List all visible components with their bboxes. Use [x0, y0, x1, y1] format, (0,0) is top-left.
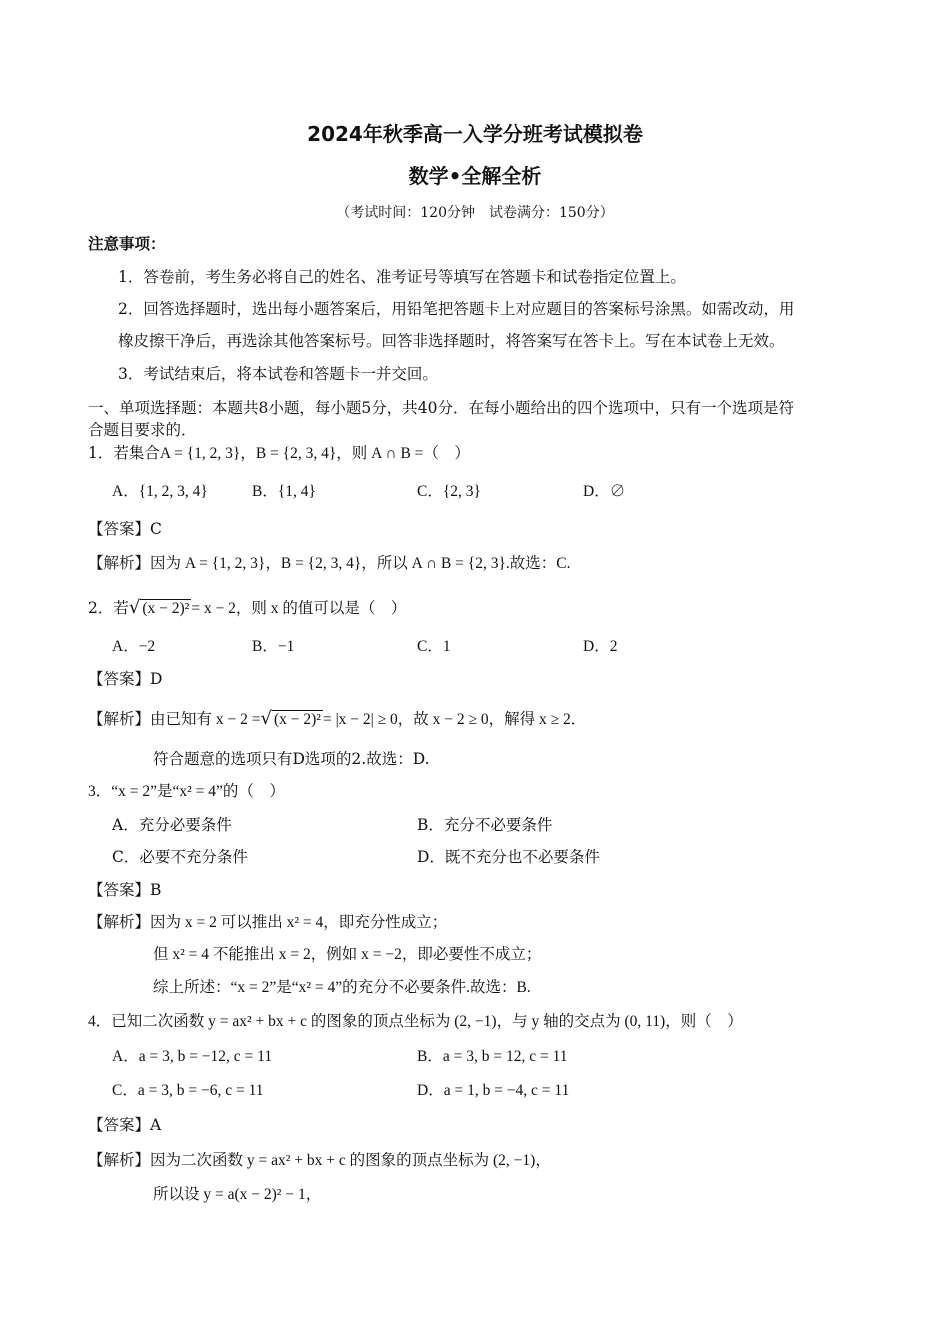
q2-option-b: B．−1 — [252, 638, 295, 655]
page-subtitle: 数学•全解全析 — [408, 164, 542, 188]
q1-option-c: C．{2, 3} — [417, 483, 481, 500]
q1-answer: 【答案】C — [88, 520, 162, 538]
q3-option-d: D．既不充分也不必要条件 — [417, 848, 600, 866]
q3-analysis-2: 但 x² = 4 不能推出 x = 2，例如 x = −2，即必要性不成立； — [153, 946, 542, 963]
q3-answer: 【答案】B — [88, 881, 162, 899]
question-2-stem: 2．若√ (x − 2)² = x − 2，则 x 的值可以是（ ） — [88, 597, 407, 618]
q2-answer: 【答案】D — [88, 670, 163, 688]
q1-option-a: A．{1, 2, 3, 4} — [112, 483, 208, 500]
q4-option-c: C．a = 3, b = −6, c = 11 — [112, 1082, 264, 1099]
section-heading-cont: 合题目要求的． — [88, 421, 197, 439]
question-3-stem: 3．“x = 2”是“x² = 4”的（ ） — [88, 783, 285, 800]
exam-meta: （考试时间：120分钟 试卷满分：150分） — [336, 205, 614, 221]
q3-analysis-3: 综上所述：“x = 2”是“x² = 4”的充分不必要条件.故选：B. — [153, 979, 531, 996]
q4-option-d: D．a = 1, b = −4, c = 11 — [417, 1082, 570, 1099]
q2-analysis-2: 符合题意的选项只有D选项的2.故选：D. — [153, 750, 430, 768]
q4-option-a: A．a = 3, b = −12, c = 11 — [112, 1048, 273, 1065]
question-4-stem: 4．已知二次函数 y = ax² + bx + c 的图象的顶点坐标为 (2, −1)，与 y 轴的交点为 (0, 11)，则（ ） — [88, 1013, 743, 1030]
q3-analysis: 【解析】因为 x = 2 可以推出 x² = 4，即充分性成立； — [88, 913, 448, 931]
question-1-stem: 1．若集合A = {1, 2, 3}，B = {2, 3, 4}，则 A ∩ B =（ ） — [88, 444, 470, 462]
q3-option-a: A．充分必要条件 — [112, 816, 232, 834]
q4-answer: 【答案】A — [88, 1116, 162, 1134]
q1-option-d: D．∅ — [583, 483, 626, 500]
q2-option-d: D．2 — [583, 638, 618, 655]
q1-analysis: 【解析】因为 A = {1, 2, 3}，B = {2, 3, 4}，所以 A ∩ B = {2, 3}.故选：C. — [88, 554, 571, 572]
q3-option-c: C．必要不充分条件 — [112, 848, 248, 866]
q1-option-b: B．{1, 4} — [252, 483, 316, 500]
notice-item: 1．答卷前，考生务必将自己的姓名、准考证号等填写在答题卡和试卷指定位置上。 — [118, 268, 686, 286]
notice-item: 2．回答选择题时，选出每小题答案后，用铅笔把答题卡上对应题目的答案标号涂黑。如需改动，用 — [118, 300, 795, 318]
q4-option-b: B．a = 3, b = 12, c = 11 — [417, 1048, 568, 1065]
q4-analysis-2: 所以设 y = a(x − 2)² − 1， — [153, 1186, 322, 1203]
page-title: 2024年秋季高一入学分班考试模拟卷 — [307, 122, 643, 146]
q2-option-a: A．−2 — [112, 638, 156, 655]
q2-analysis: 【解析】由已知有 x − 2 =√ (x − 2)² = |x − 2| ≥ 0，故 x − 2 ≥ 0，解得 x ≥ 2． — [88, 708, 587, 729]
notice-item: 橡皮擦干净后，再选涂其他答案标号。回答非选择题时，将答案写在答卡上。写在本试卷上无效。 — [118, 332, 785, 350]
section-heading: 一、单项选择题：本题共8小题，每小题5分，共40分．在每小题给出的四个选项中，只有一个选项是符 — [88, 399, 794, 417]
q2-option-c: C．1 — [417, 638, 451, 655]
notice-heading: 注意事项： — [88, 235, 166, 253]
notice-item: 3．考试结束后，将本试卷和答题卡一并交回。 — [118, 365, 438, 383]
q3-option-b: B．充分不必要条件 — [417, 816, 553, 834]
q4-analysis: 【解析】因为二次函数 y = ax² + bx + c 的图象的顶点坐标为 (2, −1)， — [88, 1151, 551, 1169]
